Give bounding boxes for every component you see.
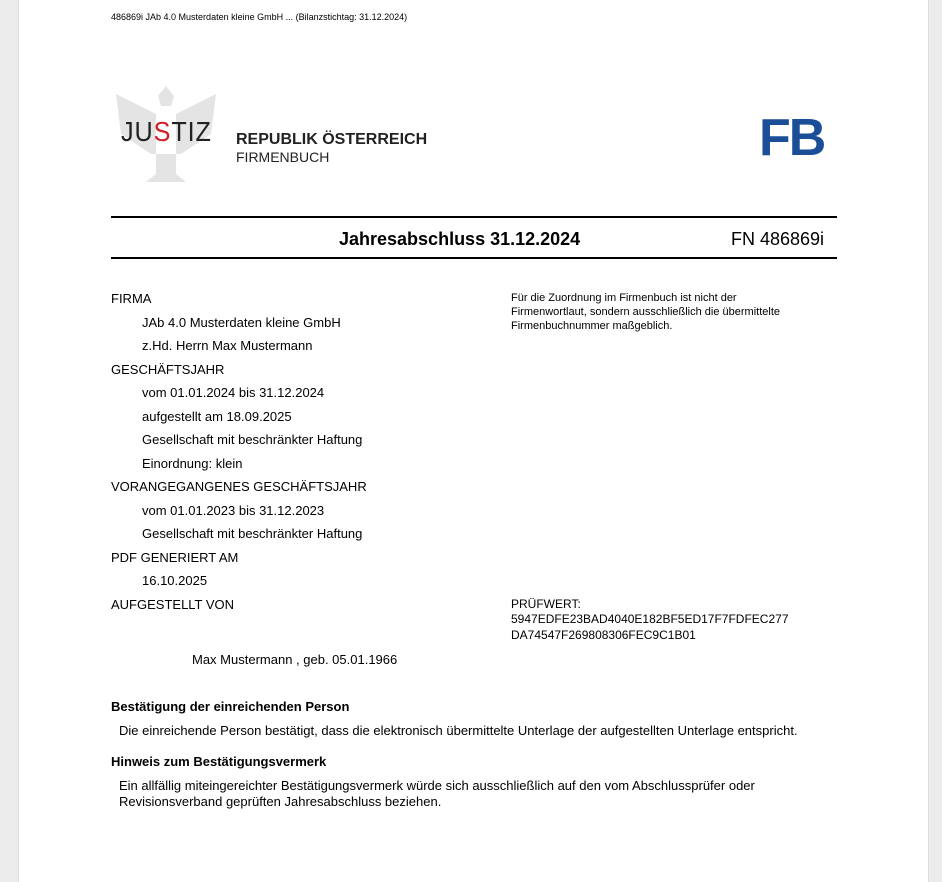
divider [111, 257, 837, 259]
logo-line-2: FIRMENBUCH [236, 149, 330, 165]
justiz-logo [111, 86, 221, 182]
confirm-heading: Bestätigung der einreichenden Person [111, 699, 350, 714]
pdf-date: 16.10.2025 [142, 573, 208, 588]
firma-name: JAb 4.0 Musterdaten kleine GmbH [142, 315, 341, 330]
firma-attn: z.Hd. Herrn Max Mustermann [142, 338, 313, 353]
vgj-form: Gesellschaft mit beschränkter Haftung [142, 526, 363, 541]
gj-label: GESCHÄFTSJAHR [111, 362, 225, 377]
hint-heading: Hinweis zum Bestätigungsvermerk [111, 754, 327, 769]
hint-text: Ein allfällig miteingereichter Bestätigungsvermerk würde sich ausschließlich auf den vom Abschlussprüfer oder Revisionsverband geprüften Jahresabschluss beziehen. [119, 778, 755, 809]
fn-number: FN 486869i [731, 229, 825, 249]
page-header: 486869i JAb 4.0 Musterdaten kleine GmbH ... (Bilanzstichtag: 31.12.2024) [111, 12, 408, 22]
confirm-text: Die einreichende Person bestätigt, dass die elektronisch übermittelte Unterlage der aufgestellten Unterlage entspricht. [119, 723, 798, 738]
gj-form: Gesellschaft mit beschränkter Haftung [142, 432, 363, 447]
pdf-label: PDF GENERIERT AM [111, 550, 239, 565]
assignment-note: Für die Zuordnung im Firmenbuch ist nicht der Firmenwortlaut, sondern ausschließlich die übermittelte Firmenbuchnummer maßgeblich. [511, 292, 781, 332]
divider [111, 216, 837, 218]
vgj-period: vom 01.01.2023 bis 31.12.2023 [142, 503, 325, 518]
vgj-label: VORANGEGANGENES GESCHÄFTSJAHR [111, 479, 367, 494]
fb-logo: FB [759, 109, 825, 167]
check-value-1: 5947EDFE23BAD4040E182BF5ED17F7FDFEC277 [511, 612, 789, 626]
by-label: AUFGESTELLT VON [111, 597, 235, 612]
gj-period: vom 01.01.2024 bis 31.12.2024 [142, 385, 325, 400]
justiz-wordmark: JUSTIZ [121, 116, 212, 147]
gj-class: Einordnung: klein [142, 456, 243, 471]
document-page [18, 0, 929, 882]
check-value-2: DA74547F269808306FEC9C1B01 [511, 628, 696, 642]
gj-created: aufgestellt am 18.09.2025 [142, 409, 292, 424]
check-label: PRÜFWERT: [511, 597, 581, 611]
document-title: Jahresabschluss 31.12.2024 [339, 229, 581, 249]
by-name: Max Mustermann , geb. 05.01.1966 [192, 652, 398, 667]
logo-line-1: REPUBLIK ÖSTERREICH [236, 131, 428, 148]
firma-label: FIRMA [111, 291, 152, 306]
